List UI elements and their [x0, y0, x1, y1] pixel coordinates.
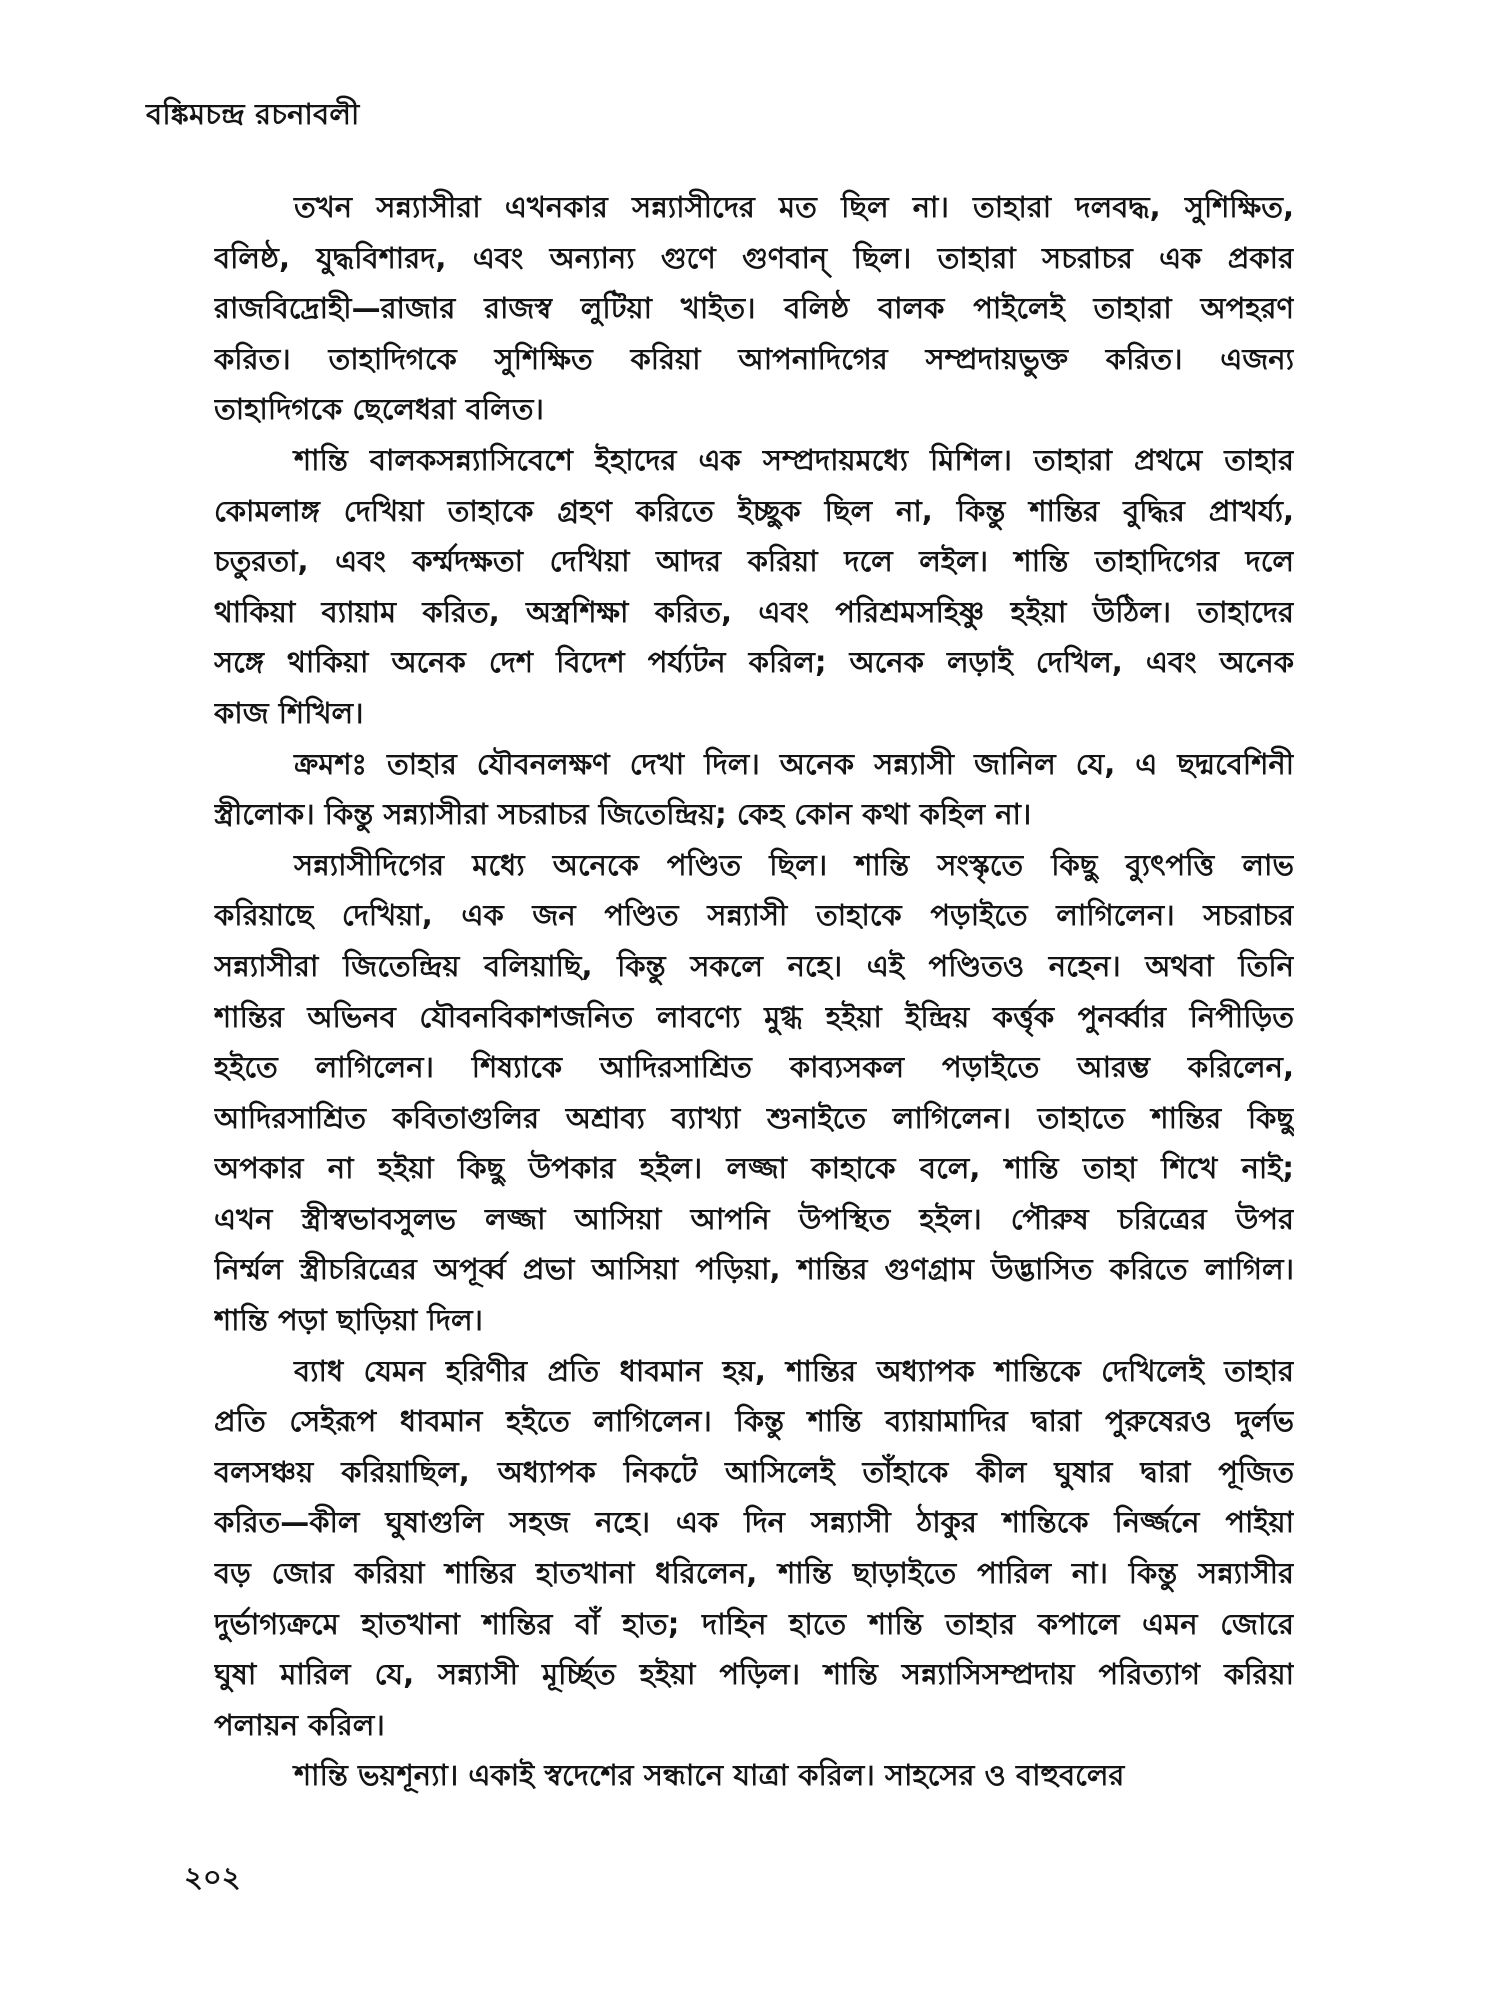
text-line: সঙ্গে থাকিয়া অনেক দেশ বিদেশ পর্য্যটন করিল; অনেক লড়াই দেখিল, এবং অনেক — [214, 645, 1294, 680]
paragraph — [214, 840, 1294, 1346]
text-line: প্রতি সেইরূপ ধাবমান হইতে লাগিলেন। কিন্তু শান্তি ব্যায়ামাদির দ্বারা পুরুষেরও দুর্লভ — [214, 1404, 1294, 1439]
text-line: রাজবিদ্রোহী—রাজার রাজস্ব লুটিয়া খাইত। বলিষ্ঠ বালক পাইলেই তাহারা অপহরণ — [214, 291, 1294, 326]
text-line: হইতে লাগিলেন। শিষ্যাকে আদিরসাশ্রিত কাব্যসকল পড়াইতে আরম্ভ করিলেন, — [214, 1050, 1294, 1085]
text-line: বলসঞ্চয় করিয়াছিল, অধ্যাপক নিকটে আসিলেই তাঁহাকে কীল ঘুষার দ্বারা পূজিত — [214, 1454, 1294, 1489]
text-line: ঘুষা মারিল যে, সন্ন্যাসী মূর্চ্ছিত হইয়া পড়িল। শান্তি সন্ন্যাসিসম্প্রদায় পরিত্যাগ করিয়া — [214, 1657, 1294, 1692]
text-line: চতুরতা, এবং কর্ম্মদক্ষতা দেখিয়া আদর করিয়া দলে লইল। শান্তি তাহাদিগের দলে — [214, 544, 1294, 579]
text-line: করিত। তাহাদিগকে সুশিক্ষিত করিয়া আপনাদিগের সম্প্রদায়ভুক্ত করিত। এজন্য — [214, 341, 1294, 376]
text-line: দুর্ভাগ্যক্রমে হাতখানা শান্তির বাঁ হাত; দাহিন হাতে শান্তি তাহার কপালে এমন জোরে — [214, 1606, 1294, 1641]
page-number: ২০২ — [184, 1860, 241, 1894]
text-line: অপকার না হইয়া কিছু উপকার হইল। লজ্জা কাহাকে বলে, শান্তি তাহা শিখে নাই; — [214, 1151, 1294, 1186]
text-line: নির্ম্মল স্ত্রীচরিত্রের অপূর্ব্ব প্রভা আসিয়া পড়িয়া, শান্তির গুণগ্রাম উদ্ভাসিত করিতে লাগিল। — [214, 1252, 1294, 1287]
text-line: সন্ন্যাসীরা জিতেন্দ্রিয় বলিয়াছি, কিন্তু সকলে নহে। এই পণ্ডিতও নহেন। অথবা তিনি — [214, 948, 1294, 983]
text-line: কাজ শিখিল। — [214, 695, 364, 730]
text-line: থাকিয়া ব্যায়াম করিত, অস্ত্রশিক্ষা করিত, এবং পরিশ্রমসহিষ্ণু হইয়া উঠিল। তাহাদের — [214, 594, 1294, 629]
text-line: তখন সন্ন্যাসীরা এখনকার সন্ন্যাসীদের মত ছিল না। তাহারা দলবদ্ধ, সুশিক্ষিত, — [294, 190, 1294, 224]
text-line: বড় জোর করিয়া শান্তির হাতখানা ধরিলেন, শান্তি ছাড়াইতে পারিল না। কিন্তু সন্ন্যাসীর — [214, 1556, 1294, 1591]
text-line: এখন স্ত্রীস্বভাবসুলভ লজ্জা আসিয়া আপনি উপস্থিত হইল। পৌরুষ চরিত্রের উপর — [214, 1201, 1294, 1236]
text-line: শান্তি পড়া ছাড়িয়া দিল। — [214, 1303, 483, 1338]
body-text — [214, 182, 1294, 1801]
paragraph — [214, 1346, 1294, 1751]
text-line: আদিরসাশ্রিত কবিতাগুলির অশ্রাব্য ব্যাখ্যা শুনাইতে লাগিলেন। তাহাতে শান্তির কিছু — [214, 1100, 1294, 1135]
text-line: বলিষ্ঠ, যুদ্ধবিশারদ, এবং অন্যান্য গুণে গুণবান্ ছিল। তাহারা সচরাচর এক প্রকার — [214, 240, 1294, 275]
running-header: বঙ্কিমচন্দ্র রচনাবলী — [146, 97, 360, 131]
text-line: ক্রমশঃ তাহার যৌবনলক্ষণ দেখা দিল। অনেক সন্ন্যাসী জানিল যে, এ ছদ্মবেশিনী — [294, 746, 1294, 781]
text-line: করিত—কীল ঘুষাগুলি সহজ নহে। এক দিন সন্ন্যাসী ঠাকুর শান্তিকে নির্জ্জনে পাইয়া — [214, 1505, 1294, 1540]
text-line: সন্ন্যাসীদিগের মধ্যে অনেকে পণ্ডিত ছিল। শান্তি সংস্কৃতে কিছু ব্যুৎপত্তি লাভ — [294, 847, 1294, 882]
text-line: ব্যাধ যেমন হরিণীর প্রতি ধাবমান হয়, শান্তির অধ্যাপক শান্তিকে দেখিলেই তাহার — [294, 1353, 1294, 1388]
text-line: শান্তি বালকসন্ন্যাসিবেশে ইহাদের এক সম্প্রদায়মধ্যে মিশিল। তাহারা প্রথমে তাহার — [294, 442, 1294, 477]
paragraph — [214, 1750, 1294, 1801]
paragraph — [214, 435, 1294, 739]
text-line: করিয়াছে দেখিয়া, এক জন পণ্ডিত সন্ন্যাসী তাহাকে পড়াইতে লাগিলেন। সচরাচর — [214, 898, 1294, 933]
paragraph — [214, 739, 1294, 840]
paragraph — [214, 182, 1294, 435]
text-line: কোমলাঙ্গ দেখিয়া তাহাকে গ্রহণ করিতে ইচ্ছুক ছিল না, কিন্তু শান্তির বুদ্ধির প্রাখর্য্য, — [214, 493, 1294, 528]
text-line: তাহাদিগকে ছেলেধরা বলিত। — [214, 392, 544, 427]
text-line: পলায়ন করিল। — [214, 1707, 385, 1742]
text-line: শান্তির অভিনব যৌবনবিকাশজনিত লাবণ্যে মুগ্ধ হইয়া ইন্দ্রিয় কর্ত্তৃক পুনর্ব্বার নিপীড়িত — [214, 999, 1294, 1034]
text-line: স্ত্রীলোক। কিন্তু সন্ন্যাসীরা সচরাচর জিতেন্দ্রিয়; কেহ কোন কথা কহিল না। — [214, 797, 1032, 832]
text-line: শান্তি ভয়শূন্যা। একাই স্বদেশের সন্ধানে যাত্রা করিল। সাহসের ও বাহুবলের — [294, 1758, 1125, 1793]
